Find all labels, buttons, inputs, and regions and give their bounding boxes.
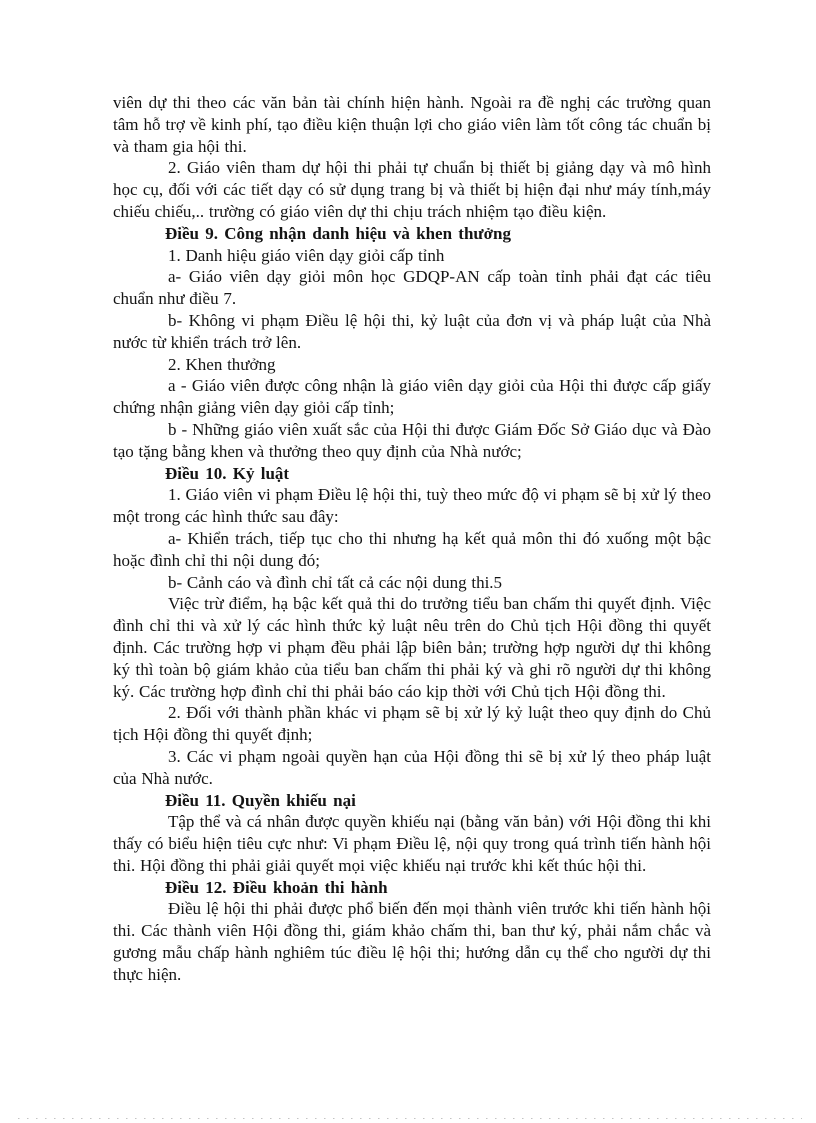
paragraph: 1. Danh hiệu giáo viên dạy giỏi cấp tỉnh [168,245,445,265]
paragraph: 2. Giáo viên tham dự hội thi phải tự chuẩn bị thiết bị giảng dạy và mô hình học cụ, đối với các tiết dạy có sử dụng trang bị và thiết bị hiện đại như máy tính,máy chiếu chiếu,.. trường có giáo viên dự thi chịu trách nhiệm tạo điều kiện. [113,158,711,221]
paragraph: 1. Giáo viên vi phạm Điều lệ hội thi, tuỳ theo mức độ vi phạm sẽ bị xử lý theo một trong các hình thức sau đây: [113,485,711,527]
paragraph: a- Khiển trách, tiếp tục cho thi nhưng hạ kết quả môn thi đó xuống một bậc hoặc đình chỉ thi nội dung đó; [113,528,711,570]
paragraph: Việc trừ điểm, hạ bậc kết quả thi do trưởng tiểu ban chấm thi quyết định. Việc đình chỉ thi và xử lý các hình thức kỷ luật nêu trên do Chủ tịch Hội đồng thi quyết định. Các trường hợp vi phạm đều phải lập biên bản; trường hợp người dự thi không ký thì toàn bộ giám khảo của tiểu ban chấm thi phải ký và ghi rõ người dự thi không ký. Các trường hợp đình chỉ thi phải báo cáo kịp thời với Chủ tịch Hội đồng thi. [113,594,711,701]
paragraph: a - Giáo viên được công nhận là giáo viên dạy giỏi của Hội thi được cấp giấy chứng nhận giảng viên dạy giỏi cấp tỉnh; [113,376,711,418]
paragraph: a- Giáo viên dạy giỏi môn học GDQP-AN cấp toàn tỉnh phải đạt các tiêu chuẩn như điều 7. [113,267,711,309]
paragraph: Điều lệ hội thi phải được phổ biến đến mọi thành viên trước khi tiến hành hội thi. Các thành viên Hội đồng thi, giám khảo chấm thi, ban thư ký, phải nắm chắc và gương mẫu chấp hành nghiêm túc điều lệ hội thi; hướng dẫn cụ thể cho người dự thi thực hiện. [113,899,711,984]
paragraph: Tập thể và cá nhân được quyền khiếu nại (bằng văn bản) với Hội đồng thi khi thấy có biểu hiện tiêu cực như: Vi phạm Điều lệ, nội quy trong quá trình tiến hành hội thi. Hội đồng thi phải giải quyết mọi việc khiếu nại trước khi kết thúc hội thi. [113,812,711,875]
paragraph: 2. Đối với thành phần khác vi phạm sẽ bị xử lý kỷ luật theo quy định do Chủ tịch Hội đồng thi quyết định; [113,703,711,745]
paragraph: b- Cảnh cáo và đình chỉ tất cả các nội dung thi.5 [168,572,503,592]
article-heading: Điều 10. Kỷ luật [165,463,290,483]
page-bottom-dotted-line [18,1117,802,1119]
paragraph: 2. Khen thưởng [168,354,276,374]
paragraph: b- Không vi phạm Điều lệ hội thi, kỷ luật của đơn vị và pháp luật của Nhà nước từ khiển trách trở lên. [113,310,711,352]
article-heading: Điều 12. Điều khoản thi hành [165,877,388,897]
document-body [113,92,711,986]
paragraph: b - Những giáo viên xuất sắc của Hội thi được Giám Đốc Sở Giáo dục và Đào tạo tặng bằng khen và thưởng theo quy định của Nhà nước; [113,419,711,461]
article-heading: Điều 9. Công nhận danh hiệu và khen thưởng [165,223,511,243]
paragraph: 3. Các vi phạm ngoài quyền hạn của Hội đồng thi sẽ bị xử lý theo pháp luật của Nhà nước. [113,746,711,788]
paragraph: viên dự thi theo các văn bản tài chính hiện hành. Ngoài ra đề nghị các trường quan tâm hỗ trợ về kinh phí, tạo điều kiện thuận lợi cho giáo viên làm tốt công tác chuẩn bị và tham gia hội thi. [113,93,711,156]
article-heading: Điều 11. Quyền khiếu nại [165,790,356,810]
